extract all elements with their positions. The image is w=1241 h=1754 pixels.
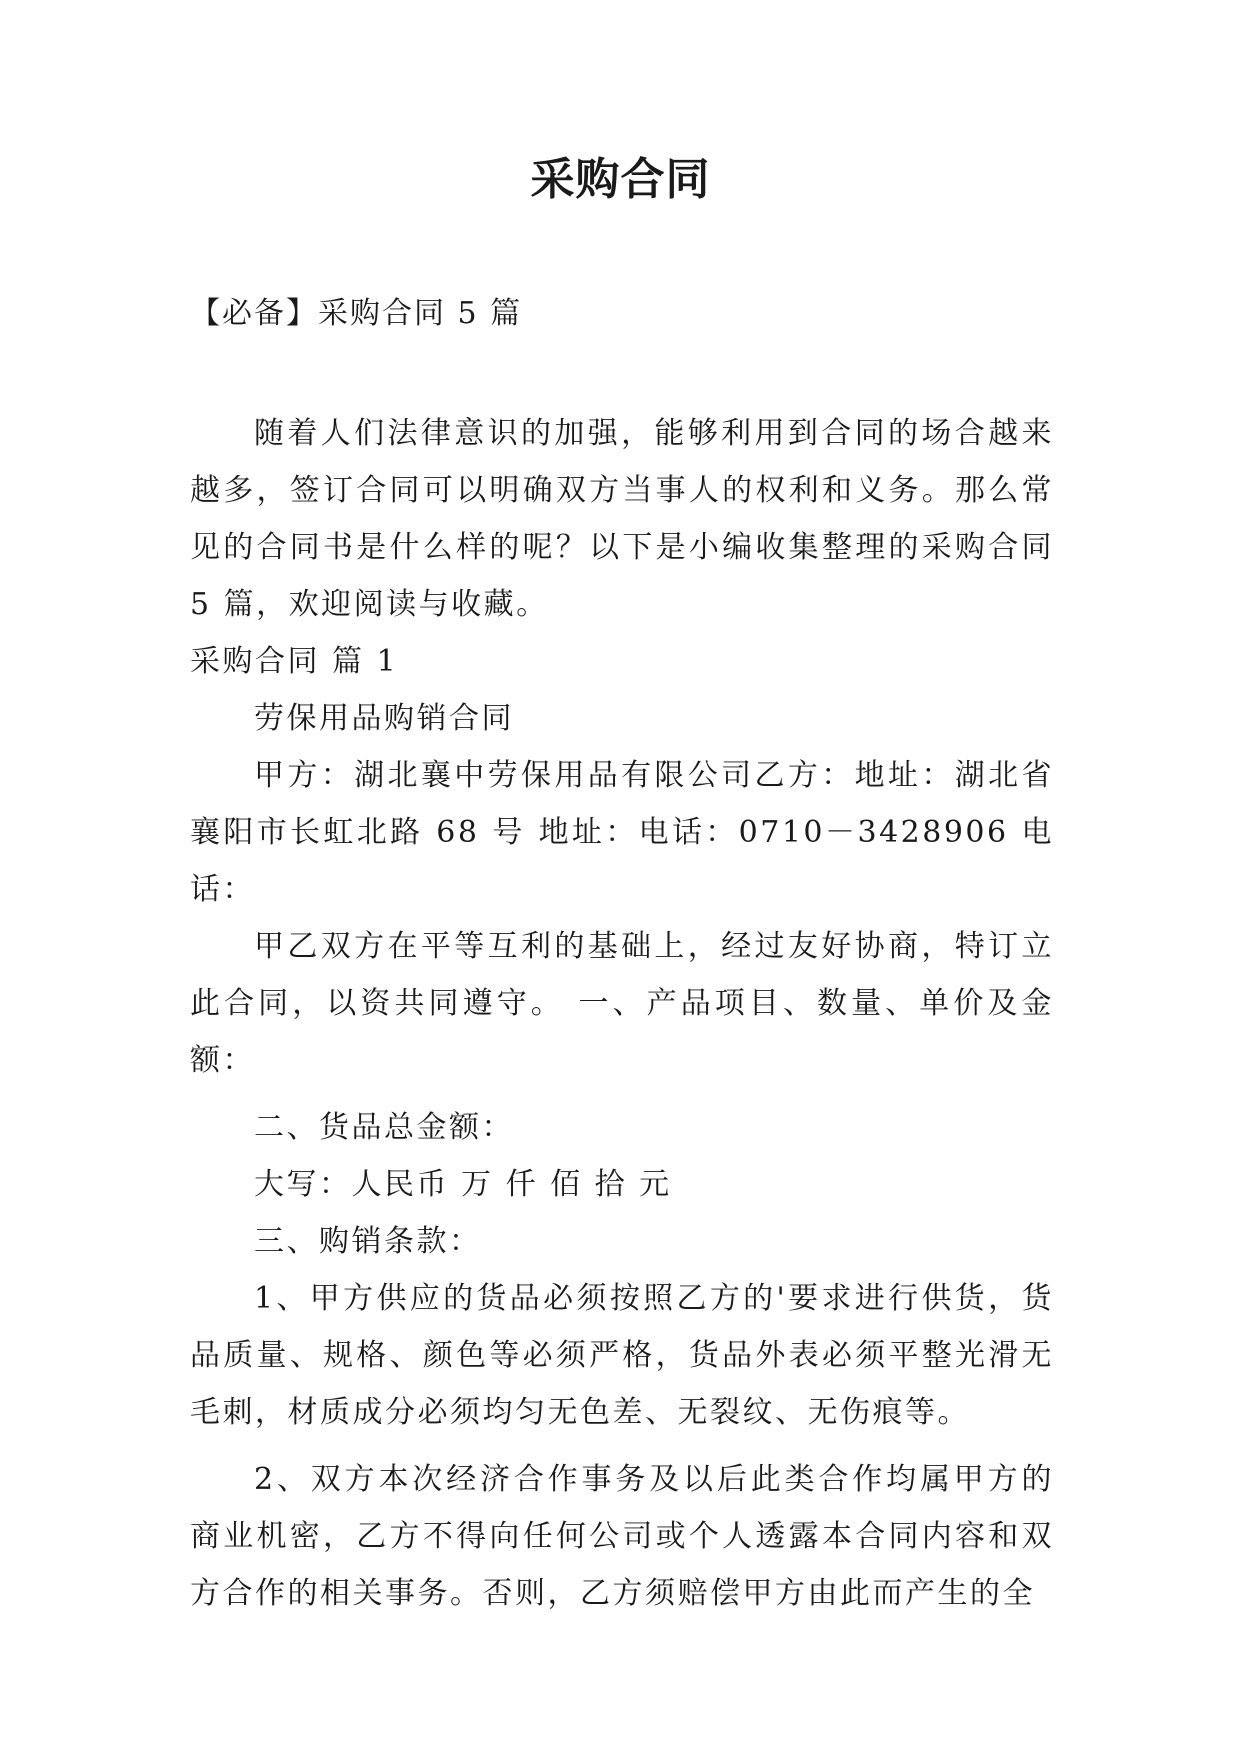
document-title: 采购合同 <box>530 154 711 205</box>
document-body <box>190 405 1054 1622</box>
terms-heading: 三、购销条款： <box>254 1224 482 1259</box>
intro-paragraph: 随着人们法律意识的加强，能够利用到合同的场合越来越多，签订合同可以明确双方当事人的权利和义务。那么常见的合同书是什么样的呢？以下是小编收集整理的采购合同 5 篇，欢迎阅读与收藏。 <box>190 416 1054 622</box>
total-amount-heading: 二、货品总金额： <box>254 1110 514 1145</box>
parties-paragraph: 甲方：湖北襄中劳保用品有限公司乙方：地址：湖北省襄阳市长虹北路 68 号 地址：电话：0710－3428906 电话： <box>190 758 1054 907</box>
contract-name: 劳保用品购销合同 <box>254 701 514 736</box>
term-2-paragraph: 2、双方本次经济合作事务及以后此类合作均属甲方的商业机密，乙方不得向任何公司或个人透露本合同内容和双方合作的相关事务。否则，乙方须赔偿甲方由此而产生的全 <box>190 1462 1054 1611</box>
section-heading: 采购合同 篇 1 <box>190 644 399 679</box>
document-subtitle: 【必备】采购合同 5 篇 <box>190 296 523 331</box>
agreement-paragraph: 甲乙双方在平等互利的基础上，经过友好协商，特订立此合同，以资共同遵守。 一、产品项目、数量、单价及金额： <box>190 929 1054 1078</box>
amount-in-words: 大写：人民币 万 仟 佰 拾 元 <box>254 1167 672 1202</box>
term-1-paragraph: 1、甲方供应的货品必须按照乙方的'要求进行供货，货品质量、规格、颜色等必须严格，货品外表必须平整光滑无毛刺，材质成分必须均匀无色差、无裂纹、无伤痕等。 <box>190 1281 1054 1430</box>
